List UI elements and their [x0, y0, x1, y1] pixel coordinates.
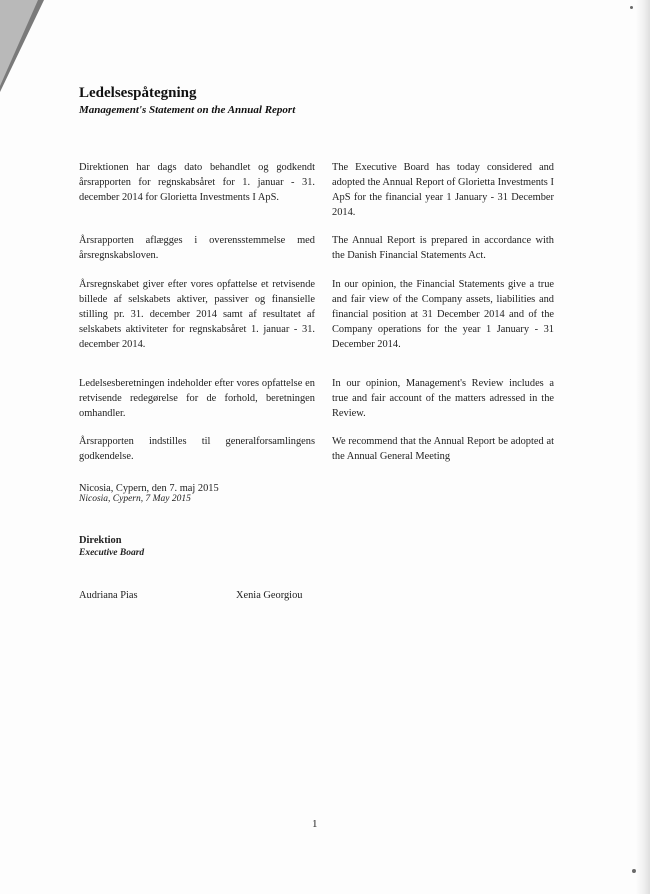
paragraph-en-3: In our opinion, the Financial Statements give a true and fair view of the Company assets, liabilities and financial position at 31 December 2014 and of the Company operations for the year 1 January - 31 December 2014. — [332, 279, 554, 350]
paragraph-en-5: We recommend that the Annual Report be adopted at the Annual General Meeting — [332, 436, 554, 462]
board-title: Direktion — [79, 535, 122, 546]
paragraph-da-1: Direktionen har dags dato behandlet og godkendt årsrapporten for regnskabsåret for 1. januar - 31. december 2014 for Glorietta Investments I ApS. — [79, 162, 315, 203]
paragraph-en-2: The Annual Report is prepared in accordance with the Danish Financial Statements Act. — [332, 235, 554, 261]
paragraph-en-4: In our opinion, Management's Review includes a true and fair account of the matters adressed in the Review. — [332, 378, 554, 419]
page-subtitle: Management's Statement on the Annual Report — [79, 104, 296, 116]
signatory-name: Xenia Georgiou — [236, 590, 303, 601]
paragraph-da-3: Årsregnskabet giver efter vores opfattelse et retvisende billede af selskabets aktiver, passiver og finansielle stilling pr. 31. december 2014 samt af resultatet af selskabets aktiviteter for regnskabsåret 1. januar - 31. december 2014. — [79, 279, 315, 350]
scan-edge-shadow — [636, 0, 650, 894]
place-date-english: Nicosia, Cypern, 7 May 2015 — [79, 494, 191, 504]
page-title: Ledelsespåtegning — [79, 85, 197, 101]
page-number: 1 — [312, 818, 318, 830]
paragraph-da-4: Ledelsesberetningen indeholder efter vores opfattelse en retvisende redegørelse for de forhold, beretningen omhandler. — [79, 378, 315, 419]
paragraph-en-1: The Executive Board has today considered and adopted the Annual Report of Glorietta Investments I ApS for the financial year 1 January - 31 December 2014. — [332, 162, 554, 218]
scan-speck — [632, 869, 636, 873]
place-date-danish: Nicosia, Cypern, den 7. maj 2015 — [79, 483, 219, 494]
scan-speck — [630, 6, 633, 9]
signatory-name: Audriana Pias — [79, 590, 138, 601]
paragraph-da-5: Årsrapporten indstilles til generalforsamlingens godkendelse. — [79, 436, 315, 462]
paragraph-da-2: Årsrapporten aflægges i overensstemmelse med årsregnskabsloven. — [79, 235, 315, 261]
board-subtitle: Executive Board — [79, 548, 145, 558]
page-corner-fold-inner — [0, 0, 38, 86]
